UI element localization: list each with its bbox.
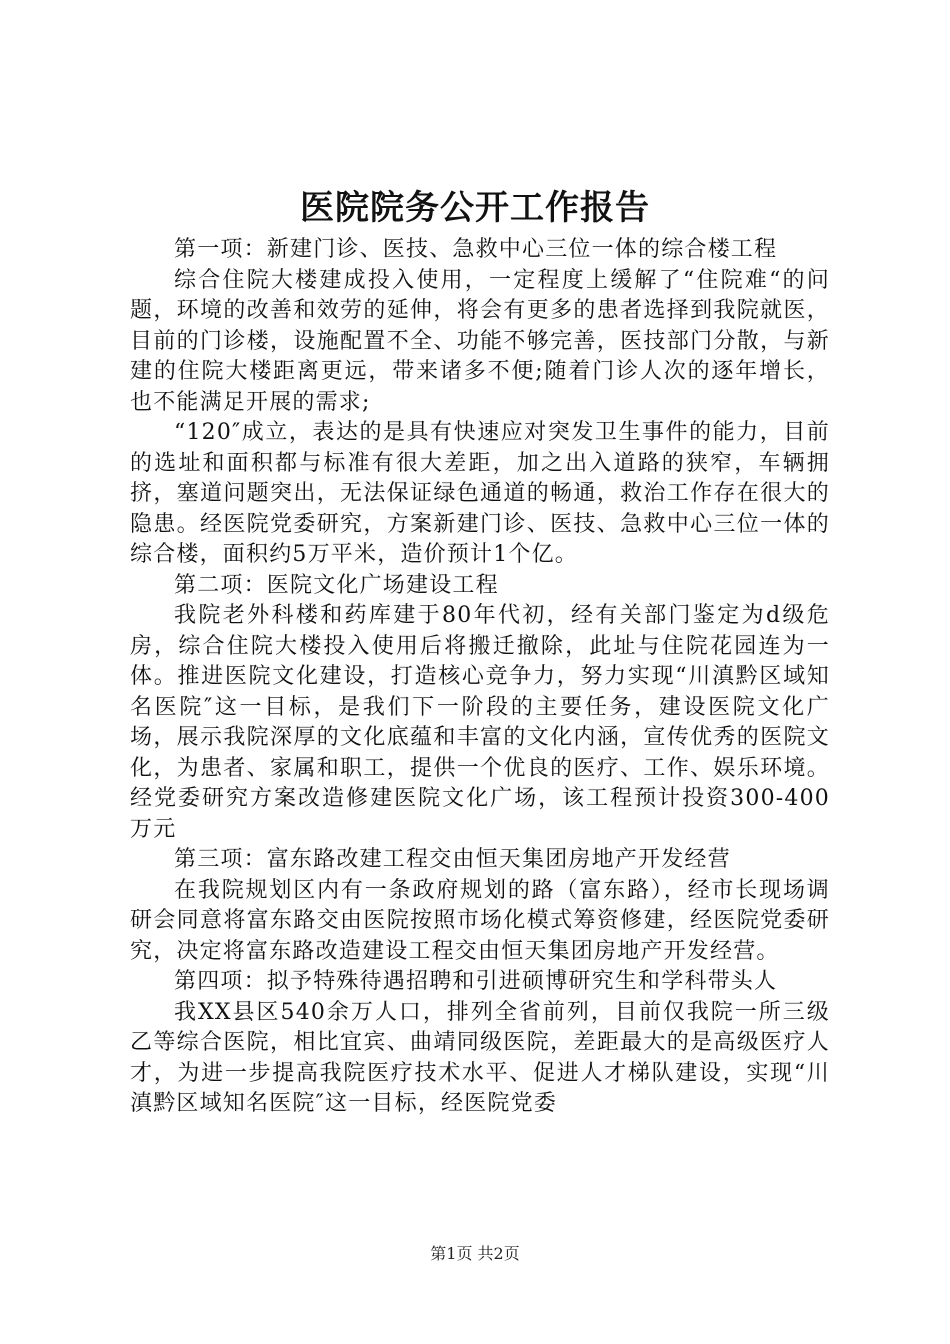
paragraph-4: 在我院规划区内有一条政府规划的路（富东路），经市长现场调研会同意将富东路交由医院按照市场化模式筹资修建，经医院党委研究，决定将富东路改造建设工程交由恒天集团房地产开发经营。 <box>130 877 830 964</box>
paragraph-2: “120″成立，表达的是具有快速应对突发卫生事件的能力，目前的选址和面积都与标准有很大差距，加之出入道路的狭窄，车辆拥挤，塞道问题突出，无法保证绿色通道的畅通，救治工作存在很大的隐患。经医院党委研究，方案新建门诊、医技、急救中心三位一体的综合楼，面积约5万平米，造价预计1个亿。 <box>130 420 830 567</box>
paragraph-3: 我院老外科楼和药库建于80年代初，经有关部门鉴定为d级危房，综合住院大楼投入使用后将搬迁撤除，此址与住院花园连为一体。推进医院文化建设，打造核心竞争力，努力实现“川滇黔区域知名医院″这一目标，是我们下一阶段的主要任务，建设医院文化广场，展示我院深厚的文化底蕴和丰富的文化内涵，宣传优秀的医院文化，为患者、家属和职工，提供一个优良的医疗、工作、娱乐环境。经党委研究方案改造修建医院文化广场，该工程预计投资300-400万元 <box>130 603 830 842</box>
paragraph-1: 综合住院大楼建成投入使用，一定程度上缓解了“住院难“的问题，环境的改善和效劳的延伸，将会有更多的患者选择到我院就医，目前的门诊楼，设施配置不全、功能不够完善，医技部门分散，与新建的住院大楼距离更远，带来诸多不便;随着门诊人次的逐年增长，也不能满足开展的需求; <box>130 267 830 415</box>
section-heading-3: 第三项：富东路改建工程交由恒天集团房地产开发经营 <box>174 847 731 872</box>
page-footer: 第1页 共2页 <box>430 1244 520 1263</box>
section-heading-1: 第一项：新建门诊、医技、急救中心三位一体的综合楼工程 <box>174 237 778 262</box>
document-body <box>130 235 830 1120</box>
section-heading-4: 第四项：拟予特殊待遇招聘和引进硕博研究生和学科带头人 <box>174 969 778 994</box>
section-heading-2: 第二项：医院文化广场建设工程 <box>174 572 499 598</box>
document-title: 医院院务公开工作报告 <box>300 188 650 228</box>
paragraph-5: 我XX县区540余万人口，排列全省前列，目前仅我院一所三级乙等综合医院，相比宜宾、曲靖同级医院，差距最大的是高级医疗人才，为进一步提高我院医疗技术水平、促进人才梯队建设，实现“川滇黔区域知名医院″这一目标，经医院党委 <box>130 999 830 1116</box>
